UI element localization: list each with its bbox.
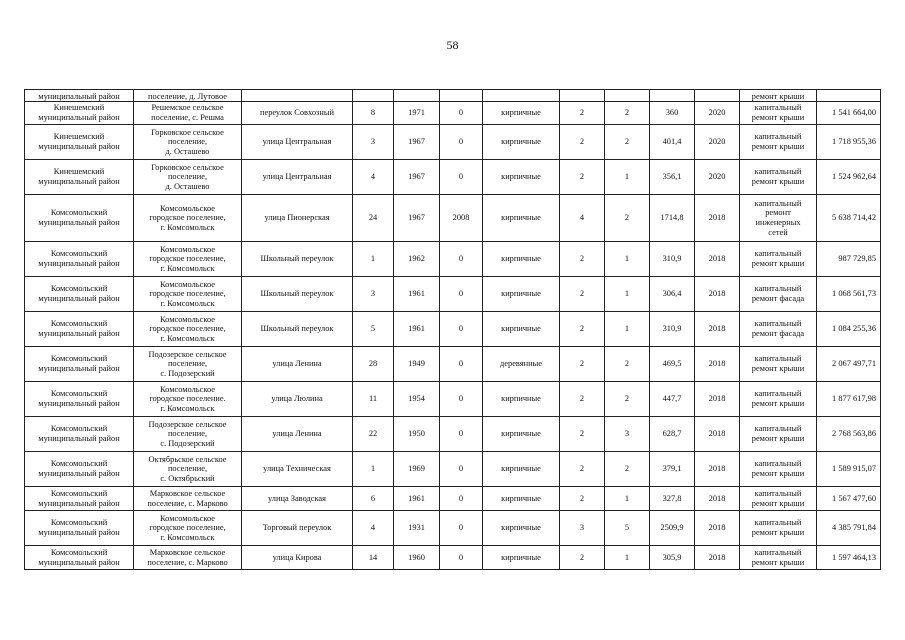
cell-area: 327,8 xyxy=(650,487,695,511)
cell-year-overhaul: 0 xyxy=(440,125,483,160)
table-row xyxy=(25,452,881,487)
cell-planned-year: 2018 xyxy=(695,347,740,382)
cell-wall-material: кирпичные xyxy=(483,160,560,195)
cell-cost xyxy=(817,90,881,102)
cell-cost: 1 589 915,07 xyxy=(817,452,881,487)
cell-area: 305,9 xyxy=(650,546,695,570)
table-row xyxy=(25,312,881,347)
cell-cost: 1 877 617,98 xyxy=(817,382,881,417)
cell-year-built: 1961 xyxy=(394,312,440,347)
table-row xyxy=(25,160,881,195)
cell-entrances: 2 xyxy=(605,102,650,125)
cell-floors: 4 xyxy=(560,195,605,242)
cell-work-type: капитальный ремонт инженерных сетей xyxy=(740,195,817,242)
cell-wall-material: кирпичные xyxy=(483,546,560,570)
cell-wall-material: кирпичные xyxy=(483,511,560,546)
cell-planned-year: 2018 xyxy=(695,382,740,417)
cell-district: Комсомольский муниципальный район xyxy=(25,452,134,487)
table-row xyxy=(25,487,881,511)
cell-street: улица Ленина xyxy=(242,417,353,452)
cell-area: 628,7 xyxy=(650,417,695,452)
cell-year-overhaul: 0 xyxy=(440,312,483,347)
cell-wall-material: кирпичные xyxy=(483,195,560,242)
cell-settlement: Комсомольское городское поселение, г. Комсомольск xyxy=(134,195,242,242)
cell-work-type: капитальный ремонт крыши xyxy=(740,160,817,195)
cell-entrances: 1 xyxy=(605,277,650,312)
cell-street: переулок Совхозный xyxy=(242,102,353,125)
cell-year-built: 1967 xyxy=(394,125,440,160)
cell-year-built: 1967 xyxy=(394,160,440,195)
cell-district: Кинешемский муниципальный район xyxy=(25,160,134,195)
cell-floors: 2 xyxy=(560,277,605,312)
cell-work-type: капитальный ремонт крыши xyxy=(740,382,817,417)
cell-cost: 4 385 791,84 xyxy=(817,511,881,546)
cell-area: 356,1 xyxy=(650,160,695,195)
cell-house: 5 xyxy=(353,312,394,347)
cell-floors: 2 xyxy=(560,312,605,347)
cell-settlement: Комсомольское городское поселение, г. Комсомольск xyxy=(134,277,242,312)
table-row xyxy=(25,546,881,570)
cell-floors: 2 xyxy=(560,382,605,417)
cell-cost: 5 638 714,42 xyxy=(817,195,881,242)
cell-district: Комсомольский муниципальный район xyxy=(25,382,134,417)
cell-house: 1 xyxy=(353,242,394,277)
table-row xyxy=(25,102,881,125)
cell-planned-year: 2018 xyxy=(695,312,740,347)
cell-settlement: Подозерское сельское поселение, с. Подозерский xyxy=(134,417,242,452)
cell-planned-year: 2020 xyxy=(695,160,740,195)
cell-cost: 2 768 563,86 xyxy=(817,417,881,452)
cell-year-overhaul: 0 xyxy=(440,277,483,312)
cell-street: улица Люлина xyxy=(242,382,353,417)
cell-house: 4 xyxy=(353,160,394,195)
cell-settlement: Марковское сельское поселение, с. Марково xyxy=(134,546,242,570)
cell-floors: 2 xyxy=(560,417,605,452)
table-row xyxy=(25,417,881,452)
cell-floors: 2 xyxy=(560,125,605,160)
cell-year-overhaul: 0 xyxy=(440,452,483,487)
cell-year-built: 1962 xyxy=(394,242,440,277)
cell-work-type: капитальный ремонт крыши xyxy=(740,102,817,125)
cell-year-overhaul: 0 xyxy=(440,242,483,277)
cell-district: Комсомольский муниципальный район xyxy=(25,487,134,511)
cell-street xyxy=(242,90,353,102)
cell-year-built xyxy=(394,90,440,102)
table-row xyxy=(25,511,881,546)
cell-area: 2509,9 xyxy=(650,511,695,546)
cell-planned-year: 2018 xyxy=(695,195,740,242)
cell-wall-material: кирпичные xyxy=(483,452,560,487)
cell-entrances: 1 xyxy=(605,160,650,195)
cell-year-overhaul: 0 xyxy=(440,417,483,452)
cell-cost: 1 718 955,36 xyxy=(817,125,881,160)
cell-floors: 2 xyxy=(560,452,605,487)
cell-area: 379,1 xyxy=(650,452,695,487)
cell-floors xyxy=(560,90,605,102)
cell-district: Комсомольский муниципальный район xyxy=(25,277,134,312)
cell-settlement: Марковское сельское поселение, с. Марково xyxy=(134,487,242,511)
cell-work-type: капитальный ремонт крыши xyxy=(740,125,817,160)
cell-house: 28 xyxy=(353,347,394,382)
cell-area: 310,9 xyxy=(650,312,695,347)
cell-district: Комсомольский муниципальный район xyxy=(25,347,134,382)
cell-house: 1 xyxy=(353,452,394,487)
cell-area: 469,5 xyxy=(650,347,695,382)
cell-planned-year xyxy=(695,90,740,102)
cell-planned-year: 2018 xyxy=(695,511,740,546)
cell-year-overhaul: 0 xyxy=(440,487,483,511)
cell-cost: 1 084 255,36 xyxy=(817,312,881,347)
cell-wall-material: кирпичные xyxy=(483,277,560,312)
cell-street: улица Кирова xyxy=(242,546,353,570)
cell-house: 14 xyxy=(353,546,394,570)
cell-district: Комсомольский муниципальный район xyxy=(25,195,134,242)
cell-floors: 2 xyxy=(560,242,605,277)
cell-year-overhaul: 0 xyxy=(440,347,483,382)
cell-entrances: 2 xyxy=(605,452,650,487)
cell-street: улица Заводская xyxy=(242,487,353,511)
cell-year-built: 1971 xyxy=(394,102,440,125)
cell-wall-material: кирпичные xyxy=(483,312,560,347)
cell-year-built: 1961 xyxy=(394,277,440,312)
table-row xyxy=(25,347,881,382)
cell-district: Кинешемский муниципальный район xyxy=(25,125,134,160)
cell-street: Школьный переулок xyxy=(242,312,353,347)
housing-registry-table xyxy=(24,89,881,570)
cell-work-type: капитальный ремонт крыши xyxy=(740,452,817,487)
cell-area: 360 xyxy=(650,102,695,125)
cell-entrances: 3 xyxy=(605,417,650,452)
cell-district: Кинешемский муниципальный район xyxy=(25,102,134,125)
cell-planned-year: 2018 xyxy=(695,417,740,452)
table-row xyxy=(25,125,881,160)
cell-work-type: капитальный ремонт крыши xyxy=(740,242,817,277)
cell-house: 3 xyxy=(353,125,394,160)
cell-area: 1714,8 xyxy=(650,195,695,242)
cell-floors: 2 xyxy=(560,546,605,570)
cell-wall-material: кирпичные xyxy=(483,125,560,160)
cell-street: улица Техническая xyxy=(242,452,353,487)
cell-work-type: капитальный ремонт крыши xyxy=(740,347,817,382)
cell-district: Комсомольский муниципальный район xyxy=(25,417,134,452)
cell-year-built: 1949 xyxy=(394,347,440,382)
cell-house: 22 xyxy=(353,417,394,452)
cell-settlement: Комсомольское городское поселение, г. Комсомольск xyxy=(134,242,242,277)
cell-planned-year: 2018 xyxy=(695,546,740,570)
cell-floors: 2 xyxy=(560,160,605,195)
cell-street: улица Ленина xyxy=(242,347,353,382)
cell-floors: 2 xyxy=(560,102,605,125)
cell-district: Комсомольский муниципальный район xyxy=(25,546,134,570)
cell-area: 306,4 xyxy=(650,277,695,312)
cell-planned-year: 2018 xyxy=(695,452,740,487)
cell-house xyxy=(353,90,394,102)
cell-area: 401,4 xyxy=(650,125,695,160)
cell-street: Школьный переулок xyxy=(242,242,353,277)
cell-floors: 3 xyxy=(560,511,605,546)
cell-work-type: капитальный ремонт фасада xyxy=(740,277,817,312)
cell-year-overhaul: 0 xyxy=(440,511,483,546)
cell-cost: 1 567 477,60 xyxy=(817,487,881,511)
cell-year-overhaul: 0 xyxy=(440,546,483,570)
cell-cost: 1 541 664,00 xyxy=(817,102,881,125)
cell-planned-year: 2020 xyxy=(695,125,740,160)
cell-settlement: Горковское сельское поселение, д. Осташево xyxy=(134,160,242,195)
table-row xyxy=(25,195,881,242)
cell-planned-year: 2018 xyxy=(695,242,740,277)
cell-entrances: 5 xyxy=(605,511,650,546)
cell-entrances: 2 xyxy=(605,125,650,160)
cell-settlement: Горковское сельское поселение, д. Осташево xyxy=(134,125,242,160)
cell-settlement: Комсомольское городское поселение, г. Комсомольск xyxy=(134,312,242,347)
page-number: 58 xyxy=(446,38,459,52)
cell-settlement: Решемское сельское поселение, с. Решма xyxy=(134,102,242,125)
cell-year-built: 1960 xyxy=(394,546,440,570)
cell-entrances: 1 xyxy=(605,242,650,277)
cell-street: Торговый переулок xyxy=(242,511,353,546)
cell-wall-material: кирпичные xyxy=(483,382,560,417)
cell-entrances: 1 xyxy=(605,546,650,570)
cell-settlement: Октябрьское сельское поселение, с. Октябрьский xyxy=(134,452,242,487)
cell-district: Комсомольский муниципальный район xyxy=(25,242,134,277)
cell-year-overhaul: 0 xyxy=(440,160,483,195)
cell-entrances: 1 xyxy=(605,312,650,347)
cell-house: 8 xyxy=(353,102,394,125)
cell-year-overhaul: 2008 xyxy=(440,195,483,242)
cell-work-type: капитальный ремонт крыши xyxy=(740,511,817,546)
cell-wall-material: деревянные xyxy=(483,347,560,382)
cell-year-built: 1969 xyxy=(394,452,440,487)
cell-entrances: 2 xyxy=(605,347,650,382)
cell-cost: 1 524 962,64 xyxy=(817,160,881,195)
cell-wall-material: кирпичные xyxy=(483,487,560,511)
cell-cost: 987 729,85 xyxy=(817,242,881,277)
cell-year-built: 1954 xyxy=(394,382,440,417)
cell-planned-year: 2020 xyxy=(695,102,740,125)
cell-cost: 1 597 464,13 xyxy=(817,546,881,570)
cell-year-built: 1961 xyxy=(394,487,440,511)
cell-year-built: 1967 xyxy=(394,195,440,242)
cell-floors: 2 xyxy=(560,347,605,382)
cell-year-built: 1931 xyxy=(394,511,440,546)
table-row xyxy=(25,242,881,277)
cell-cost: 1 068 561,73 xyxy=(817,277,881,312)
cell-wall-material: кирпичные xyxy=(483,417,560,452)
cell-district: Комсомольский муниципальный район xyxy=(25,312,134,347)
cell-house: 4 xyxy=(353,511,394,546)
cell-work-type: ремонт крыши xyxy=(740,90,817,102)
cell-wall-material: кирпичные xyxy=(483,242,560,277)
cell-entrances xyxy=(605,90,650,102)
cell-area xyxy=(650,90,695,102)
cell-street: улица Центральная xyxy=(242,125,353,160)
cell-area: 310,9 xyxy=(650,242,695,277)
cell-district: Комсомольский муниципальный район xyxy=(25,511,134,546)
cell-planned-year: 2018 xyxy=(695,277,740,312)
cell-settlement: Подозерское сельское поселение, с. Подозерский xyxy=(134,347,242,382)
table-row xyxy=(25,277,881,312)
cell-year-overhaul: 0 xyxy=(440,102,483,125)
cell-settlement: Комсомольское городское поселение. г. Комсомольск xyxy=(134,382,242,417)
cell-cost: 2 067 497,71 xyxy=(817,347,881,382)
cell-street: Школьный переулок xyxy=(242,277,353,312)
cell-wall-material xyxy=(483,90,560,102)
cell-settlement: Комсомольское городское поселение, г. Комсомольск xyxy=(134,511,242,546)
cell-year-built: 1950 xyxy=(394,417,440,452)
cell-street: улица Центральная xyxy=(242,160,353,195)
cell-settlement: поселение, д. Лутовое xyxy=(134,90,242,102)
cell-work-type: капитальный ремонт крыши xyxy=(740,546,817,570)
cell-street: улица Пионерская xyxy=(242,195,353,242)
cell-district: муниципальный район xyxy=(25,90,134,102)
cell-work-type: капитальный ремонт крыши xyxy=(740,417,817,452)
table-row xyxy=(25,90,881,102)
cell-year-overhaul xyxy=(440,90,483,102)
cell-area: 447,7 xyxy=(650,382,695,417)
cell-entrances: 2 xyxy=(605,195,650,242)
cell-planned-year: 2018 xyxy=(695,487,740,511)
cell-wall-material: кирпичные xyxy=(483,102,560,125)
cell-work-type: капитальный ремонт фасада xyxy=(740,312,817,347)
cell-floors: 2 xyxy=(560,487,605,511)
table-row xyxy=(25,382,881,417)
cell-year-overhaul: 0 xyxy=(440,382,483,417)
cell-work-type: капитальный ремонт крыши xyxy=(740,487,817,511)
cell-house: 3 xyxy=(353,277,394,312)
cell-entrances: 1 xyxy=(605,487,650,511)
cell-house: 24 xyxy=(353,195,394,242)
cell-entrances: 2 xyxy=(605,382,650,417)
cell-house: 6 xyxy=(353,487,394,511)
cell-house: 11 xyxy=(353,382,394,417)
